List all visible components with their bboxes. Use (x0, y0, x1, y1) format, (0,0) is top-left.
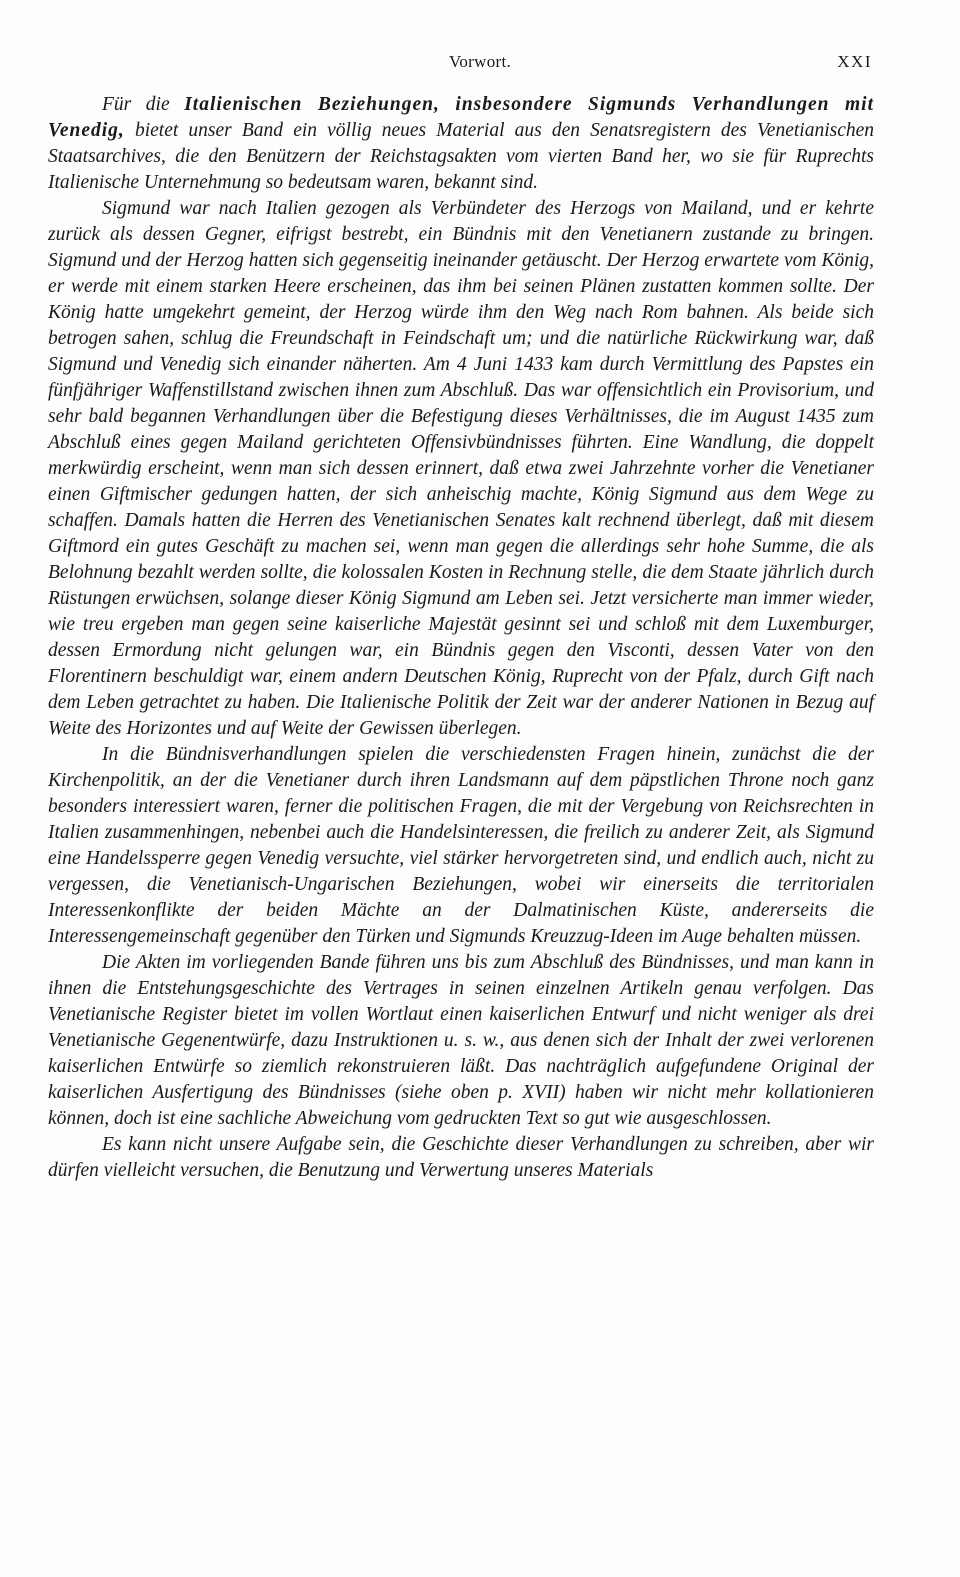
paragraph-2: Sigmund war nach Italien gezogen als Verbündeter des Herzogs von Mailand, und er kehrte zurück als dessen Gegner, eifrigst bestrebt, ein Bündnis mit den Venetianern zustande zu bringen. Sigmund und der Herzog hatten sich gegenseitig ineinander getäuscht. Der Herzog erwartete vom König, er werde mit einem starken Heere erscheinen, das ihm bei seinen Plänen zustatten kommen sollte. Der König hatte umgekehrt gemeint, der Herzog würde ihm den Weg nach Rom bahnen. Als beide sich betrogen sahen, schlug die Freundschaft in Feindschaft um; und die natürliche Rückwirkung war, daß Sigmund und Venedig sich einander näherten. Am 4 Juni 1433 kam durch Vermittlung des Papstes ein fünfjähriger Waffenstillstand zwischen ihnen zum Abschluß. Das war offensichtlich ein Provisorium, und sehr bald begannen Verhandlungen über die Befestigung dieses Verhältnisses, die im August 1435 zum Abschluß eines gegen Mailand gerichteten Offensivbündnisses führten. Eine Wandlung, die doppelt merkwürdig erscheint, wenn man sich dessen erinnert, daß etwa zwei Jahrzehnte vorher die Venetianer einen Giftmischer gedungen hatten, der sich anheischig machte, König Sigmund aus dem Wege zu schaffen. Damals hatten die Herren des Venetianischen Senates kalt rechnend überlegt, daß mit diesem Giftmord ein gutes Geschäft zu machen sei, wenn man gegen die allerdings sehr hohe Summe, die als Belohnung bezahlt werden sollte, die kolossalen Kosten in Rechnung stelle, die dem Staate jährlich durch Rüstungen erwüchsen, solange dieser König Sigmund am Leben sei. Jetzt versicherte man immer wieder, wie treu ergeben man gegen seine kaiserliche Majestät gesinnt sei und schloß mit dem Luxemburger, dessen Ermordung nicht gelungen war, ein Bündnis gegen den Visconti, dessen Vater von den Florentinern beschuldigt war, einem andern Deutschen König, Ruprecht von der Pfalz, durch Gift nach dem Leben getrachtet zu haben. Die Italienische Politik der Zeit war der anderer Nationen in Bezug auf Weite des Horizontes und auf Weite der Gewissen überlegen. (48, 198, 874, 739)
body-text (48, 92, 874, 1184)
paragraph-1-text: bietet unser Band ein völlig neues Material aus den Senatsregistern des Venetianischen Staatsarchives, die den Benützern der Reichstagsakten vom vierten Band her, wo sie für Ruprechts Italienische Unternehmung so bedeutsam waren, bekannt sind. (48, 120, 875, 193)
paragraph-1-emphasis: Italienischen Beziehungen, insbesondere Sigmunds Verhandlungen mit Venedig, (48, 94, 874, 141)
paragraph-1-lead: Für die (102, 94, 170, 115)
running-title: Vorwort. (448, 52, 512, 71)
paragraph-3: In die Bündnisverhandlungen spielen die verschiedensten Fragen hinein, zunächst die der Kirchenpolitik, an der die Venetianer durch ihren Landsmann auf dem päpstlichen Throne noch ganz besonders interessiert waren, ferner die politischen Fragen, die mit der Vergebung von Reichsrechten in Italien zusammenhingen, nebenbei auch die Handelsinteressen, die freilich zu anderer Zeit, als Sigmund eine Handelssperre gegen Venedig versuchte, viel stärker hervorgetreten sind, und endlich auch, nicht zu vergessen, die Venetianisch-Ungarischen Beziehungen, wobei wir einerseits die territorialen Interessenkonflikte der beiden Mächte an der Dalmatinischen Küste, andererseits die Interessengemeinschaft gegenüber den Türken und Sigmunds Kreuzzug-Ideen im Auge behalten müssen. (48, 744, 874, 947)
page-number: XXI (837, 52, 872, 71)
running-head (0, 52, 960, 78)
paragraph-4: Die Akten im vorliegenden Bande führen uns bis zum Abschluß des Bündnisses, und man kann in ihnen die Entstehungsgeschichte des Vertrages in seinen einzelnen Artikeln genau verfolgen. Das Venetianische Register bietet im vollen Wortlaut einen kaiserlichen Entwurf und nicht weniger als drei Venetianische Gegenentwürfe, dazu Instruktionen u. s. w., aus denen sich der Inhalt der zwei verlorenen kaiserlichen Entwürfe so ziemlich rekonstruieren läßt. Das nachträglich aufgefundene Original der kaiserlichen Ausfertigung des Bündnisses (siehe oben p. XVII) haben wir nicht mehr kollationieren können, doch ist eine sachliche Abweichung vom gedruckten Text so gut wie ausgeschlossen. (48, 952, 874, 1129)
paragraph-1 (48, 92, 874, 196)
paragraph-5: Es kann nicht unsere Aufgabe sein, die Geschichte dieser Verhandlungen zu schreiben, aber wir dürfen vielleicht versuchen, die Benutzung und Verwertung unseres Materials (48, 1134, 874, 1181)
